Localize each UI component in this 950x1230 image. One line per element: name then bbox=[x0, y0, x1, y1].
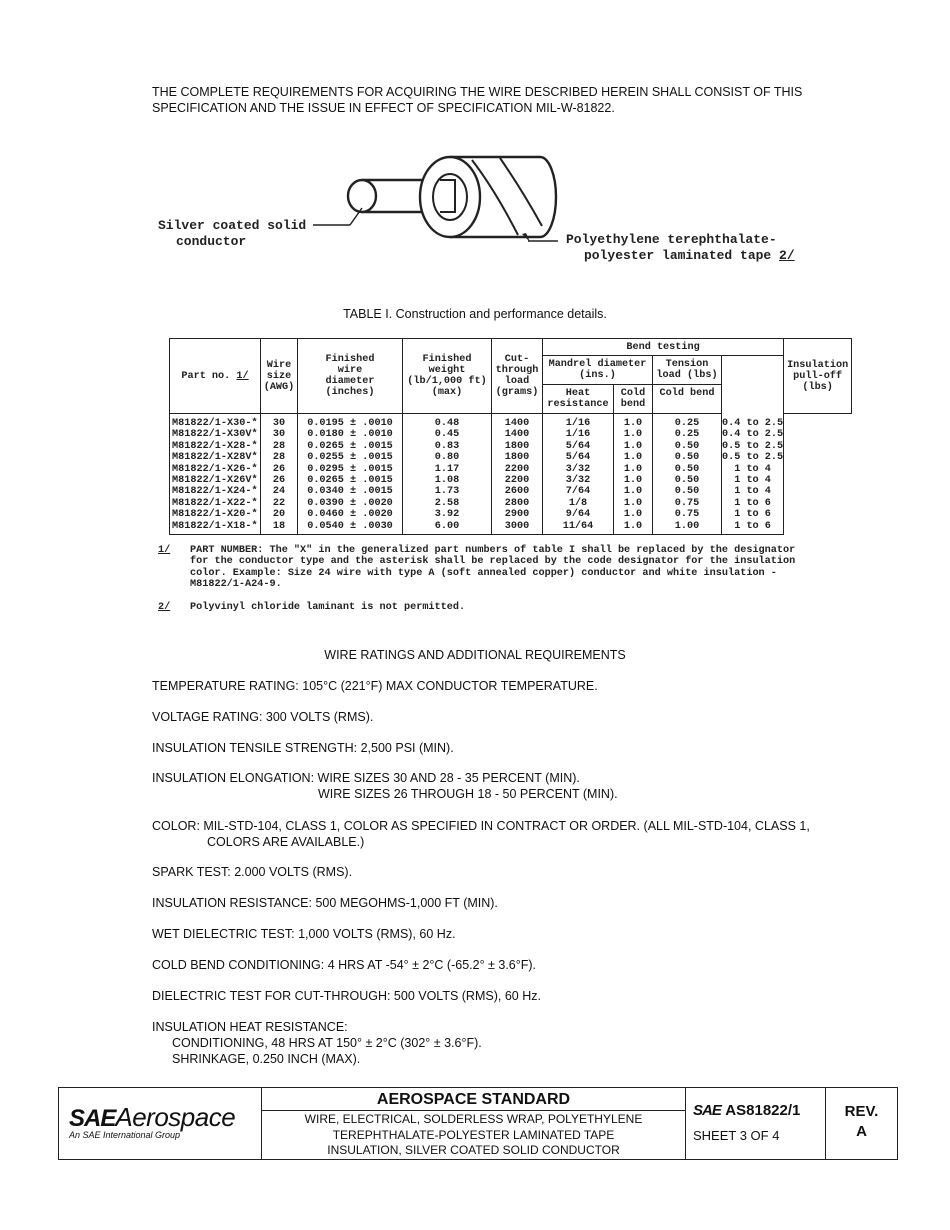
cell-weight: 1.17 bbox=[403, 464, 492, 475]
cell-cold-bend-mandrel: 1.0 bbox=[614, 414, 653, 430]
cell-part-number: M81822/1-X18-* bbox=[170, 521, 261, 535]
cell-wire-size: 26 bbox=[261, 464, 298, 475]
table-row bbox=[170, 452, 852, 463]
cell-heat-resistance-mandrel: 3/32 bbox=[543, 475, 614, 486]
cell-cold-bend-mandrel: 1.0 bbox=[614, 509, 653, 520]
cell-diameter: 0.0295 ± .0015 bbox=[298, 464, 403, 475]
cell-wire-size: 30 bbox=[261, 429, 298, 440]
requirements-title: WIRE RATINGS AND ADDITIONAL REQUIREMENTS bbox=[324, 648, 626, 662]
table-row bbox=[170, 441, 852, 452]
standard-heading: AEROSPACE STANDARD bbox=[376, 1091, 571, 1108]
req-spark: SPARK TEST: 2.000 VOLTS (RMS). bbox=[152, 865, 353, 879]
header-cold: Cold bend bbox=[614, 385, 653, 414]
cell-cut-through-load: 1800 bbox=[492, 452, 543, 463]
req-color: COLOR: MIL-STD-104, CLASS 1, COLOR AS SPECIFIED IN CONTRACT OR ORDER. (ALL MIL-STD-104, CLASS 1, COLORS ARE AVAILABLE.) bbox=[152, 819, 810, 849]
req-heat-resistance: INSULATION HEAT RESISTANCE: CONDITIONING, 48 HRS AT 150° ± 2°C (302° ± 3.6°F). SHRINKAGE, 0.250 INCH (MAX). bbox=[152, 1020, 482, 1066]
cell-diameter: 0.0265 ± .0015 bbox=[298, 441, 403, 452]
cell-pull-off: 1 to 6 bbox=[722, 521, 784, 535]
req-voltage: VOLTAGE RATING: 300 VOLTS (RMS). bbox=[152, 710, 374, 724]
header-cut-through: Cut- through load (grams) bbox=[492, 339, 543, 414]
cell-cold-bend-mandrel: 1.0 bbox=[614, 441, 653, 452]
req-tensile: INSULATION TENSILE STRENGTH: 2,500 PSI (MIN). bbox=[152, 741, 454, 755]
cell-tension-load: 1.00 bbox=[653, 521, 722, 535]
table-row bbox=[170, 475, 852, 486]
cell-cold-bend-mandrel: 1.0 bbox=[614, 498, 653, 509]
cell-pull-off: 1 to 6 bbox=[722, 498, 784, 509]
cell-part-number: M81822/1-X26V* bbox=[170, 475, 261, 486]
cell-diameter: 0.0180 ± .0010 bbox=[298, 429, 403, 440]
cell-part-number: M81822/1-X26-* bbox=[170, 464, 261, 475]
cell-cut-through-load: 2800 bbox=[492, 498, 543, 509]
cell-tension-load: 0.25 bbox=[653, 429, 722, 440]
cell-cut-through-load: 2600 bbox=[492, 486, 543, 497]
cell-diameter: 0.0195 ± .0010 bbox=[298, 414, 403, 430]
cell-weight: 3.92 bbox=[403, 509, 492, 520]
header-diameter: Finished wire diameter (inches) bbox=[298, 339, 403, 414]
header-wire-size: Wire size (AWG) bbox=[261, 339, 298, 414]
intro-line-2: SPECIFICATION AND THE ISSUE IN EFFECT OF SPECIFICATION MIL-W-81822. bbox=[152, 101, 615, 115]
cell-tension-load: 0.50 bbox=[653, 464, 722, 475]
cell-part-number: M81822/1-X30-* bbox=[170, 414, 261, 430]
cell-diameter: 0.0265 ± .0015 bbox=[298, 475, 403, 486]
cell-cut-through-load: 3000 bbox=[492, 521, 543, 535]
cell-pull-off: 1 to 6 bbox=[722, 509, 784, 520]
cell-tension-load: 0.75 bbox=[653, 509, 722, 520]
cell-cut-through-load: 2200 bbox=[492, 464, 543, 475]
document-title: WIRE, ELECTRICAL, SOLDERLESS WRAP, POLYETHYLENE TEREPHTHALATE-POLYESTER LAMINATED TAPE INSULATION, SILVER COATED SOLID CONDUCTOR bbox=[304, 1112, 643, 1157]
cell-wire-size: 28 bbox=[261, 441, 298, 452]
cell-heat-resistance-mandrel: 1/16 bbox=[543, 414, 614, 430]
cell-part-number: M81822/1-X28-* bbox=[170, 441, 261, 452]
cell-pull-off: 1 to 4 bbox=[722, 464, 784, 475]
performance-table bbox=[169, 338, 852, 535]
cell-weight: 0.45 bbox=[403, 429, 492, 440]
cell-heat-resistance-mandrel: 3/32 bbox=[543, 464, 614, 475]
req-temperature: TEMPERATURE RATING: 105°C (221°F) MAX CONDUCTOR TEMPERATURE. bbox=[152, 679, 598, 693]
note-1: 1/ PART NUMBER: The "X" in the generalized part numbers of table I shall be replaced by the designator for the conductor type and the asterisk shall be replaced by the code designator for the insulation color. Example: Size 24 wire with type A (soft annealed copper) conductor and white insulation - M81822/1-A24-9. bbox=[158, 545, 796, 591]
cell-diameter: 0.0390 ± .0020 bbox=[298, 498, 403, 509]
cell-cold-bend-mandrel: 1.0 bbox=[614, 429, 653, 440]
header-part-no: Part no. 1/ bbox=[170, 339, 261, 414]
cell-tension-load: 0.50 bbox=[653, 486, 722, 497]
table-row bbox=[170, 521, 852, 535]
cell-cold-bend-mandrel: 1.0 bbox=[614, 452, 653, 463]
cell-heat-resistance-mandrel: 11/64 bbox=[543, 521, 614, 535]
cell-part-number: M81822/1-X30V* bbox=[170, 429, 261, 440]
req-elongation: INSULATION ELONGATION: WIRE SIZES 30 AND 28 - 35 PERCENT (MIN). WIRE SIZES 26 THROUGH 18 - 50 PERCENT (MIN). bbox=[152, 771, 618, 801]
intro-line-1: THE COMPLETE REQUIREMENTS FOR ACQUIRING THE WIRE DESCRIBED HEREIN SHALL CONSIST OF THIS bbox=[152, 85, 803, 99]
cell-tension-load: 0.50 bbox=[653, 441, 722, 452]
cell-tension-load: 0.50 bbox=[653, 475, 722, 486]
cell-heat-resistance-mandrel: 5/64 bbox=[543, 452, 614, 463]
cell-heat-resistance-mandrel: 9/64 bbox=[543, 509, 614, 520]
cell-tension-load: 0.25 bbox=[653, 414, 722, 430]
cell-weight: 0.80 bbox=[403, 452, 492, 463]
cell-cut-through-load: 1400 bbox=[492, 414, 543, 430]
table-caption: TABLE I. Construction and performance details. bbox=[343, 307, 607, 321]
cell-part-number: M81822/1-X28V* bbox=[170, 452, 261, 463]
sheet-number: SHEET 3 OF 4 bbox=[693, 1128, 780, 1143]
cell-part-number: M81822/1-X20-* bbox=[170, 509, 261, 520]
cell-weight: 0.83 bbox=[403, 441, 492, 452]
table-row bbox=[170, 464, 852, 475]
cell-diameter: 0.0255 ± .0015 bbox=[298, 452, 403, 463]
cell-wire-size: 24 bbox=[261, 486, 298, 497]
figure-label-tape: Polyethylene terephthalate- polyester laminated tape 2/ bbox=[566, 232, 795, 263]
table-row bbox=[170, 414, 852, 430]
cell-pull-off: 1 to 4 bbox=[722, 475, 784, 486]
cell-diameter: 0.0460 ± .0020 bbox=[298, 509, 403, 520]
insulation-end bbox=[420, 157, 480, 237]
header-tension: Tension load (lbs) bbox=[653, 356, 722, 385]
title-block bbox=[58, 1087, 898, 1160]
cell-pull-off: 0.4 to 2.5 bbox=[722, 429, 784, 441]
cell-pull-off: 0.4 to 2.5 bbox=[722, 414, 784, 430]
cell-weight: 2.58 bbox=[403, 498, 492, 509]
table-row bbox=[170, 429, 852, 440]
req-cold-bend: COLD BEND CONDITIONING: 4 HRS AT -54° ± 2°C (-65.2° ± 3.6°F). bbox=[152, 958, 537, 972]
cell-tension-load: 0.75 bbox=[653, 498, 722, 509]
cell-part-number: M81822/1-X24-* bbox=[170, 486, 261, 497]
cell-cut-through-load: 1400 bbox=[492, 429, 543, 440]
cell-wire-size: 30 bbox=[261, 414, 298, 430]
cell-cold-bend-mandrel: 1.0 bbox=[614, 521, 653, 535]
cell-tension-load: 0.50 bbox=[653, 452, 722, 463]
cell-heat-resistance-mandrel: 1/16 bbox=[543, 429, 614, 440]
cell-cut-through-load: 2200 bbox=[492, 475, 543, 486]
header-mandrel: Mandrel diameter (ins.) bbox=[543, 356, 653, 385]
table-row bbox=[170, 486, 852, 497]
cell-weight: 0.48 bbox=[403, 414, 492, 430]
cell-cold-bend-mandrel: 1.0 bbox=[614, 486, 653, 497]
cell-weight: 6.00 bbox=[403, 521, 492, 535]
cell-weight: 1.08 bbox=[403, 475, 492, 486]
cell-pull-off: 1 to 4 bbox=[722, 486, 784, 497]
tape-wrap-line bbox=[500, 158, 542, 226]
req-wet-dielectric: WET DIELECTRIC TEST: 1,000 VOLTS (RMS), 60 Hz. bbox=[152, 927, 456, 941]
table-row bbox=[170, 509, 852, 520]
cell-pull-off: 0.5 to 2.5 bbox=[722, 452, 784, 464]
cell-wire-size: 28 bbox=[261, 452, 298, 463]
cell-cut-through-load: 1800 bbox=[492, 441, 543, 452]
cell-diameter: 0.0540 ± .0030 bbox=[298, 521, 403, 535]
table-row bbox=[170, 498, 852, 509]
document-number: SAE AS81822/1 bbox=[693, 1102, 801, 1119]
header-cold-bend: Cold bend bbox=[653, 385, 722, 414]
cell-heat-resistance-mandrel: 7/64 bbox=[543, 486, 614, 497]
header-heat-resistance: Heat resistance bbox=[543, 385, 614, 414]
revision: REV. A bbox=[844, 1103, 879, 1140]
cell-diameter: 0.0340 ± .0015 bbox=[298, 486, 403, 497]
cell-wire-size: 26 bbox=[261, 475, 298, 486]
sae-aerospace-logo: SAEAerospace An SAE International Group bbox=[69, 1102, 236, 1140]
conductor-end bbox=[348, 180, 376, 212]
header-weight: Finished weight (lb/1,000 ft) (max) bbox=[403, 339, 492, 414]
cell-pull-off: 0.5 to 2.5 bbox=[722, 440, 784, 452]
cell-wire-size: 18 bbox=[261, 521, 298, 535]
req-resistance: INSULATION RESISTANCE: 500 MEGOHMS-1,000 FT (MIN). bbox=[152, 896, 498, 910]
figure-label-conductor: Silver coated solid conductor bbox=[158, 218, 307, 249]
note-2: 2/ Polyvinyl chloride laminant is not permitted. bbox=[158, 602, 466, 613]
cell-wire-size: 20 bbox=[261, 509, 298, 520]
cell-heat-resistance-mandrel: 5/64 bbox=[543, 441, 614, 452]
table-body bbox=[170, 414, 852, 535]
cell-part-number: M81822/1-X22-* bbox=[170, 498, 261, 509]
cell-heat-resistance-mandrel: 1/8 bbox=[543, 498, 614, 509]
cell-cold-bend-mandrel: 1.0 bbox=[614, 464, 653, 475]
intro-paragraph bbox=[152, 84, 832, 116]
cell-wire-size: 22 bbox=[261, 498, 298, 509]
header-bend-testing: Bend testing bbox=[543, 339, 784, 356]
header-pull-off: Insulation pull-off (lbs) bbox=[784, 339, 852, 414]
cell-cold-bend-mandrel: 1.0 bbox=[614, 475, 653, 486]
cell-weight: 1.73 bbox=[403, 486, 492, 497]
cell-cut-through-load: 2900 bbox=[492, 509, 543, 520]
req-dielectric-cut: DIELECTRIC TEST FOR CUT-THROUGH: 500 VOLTS (RMS), 60 Hz. bbox=[152, 989, 541, 1003]
